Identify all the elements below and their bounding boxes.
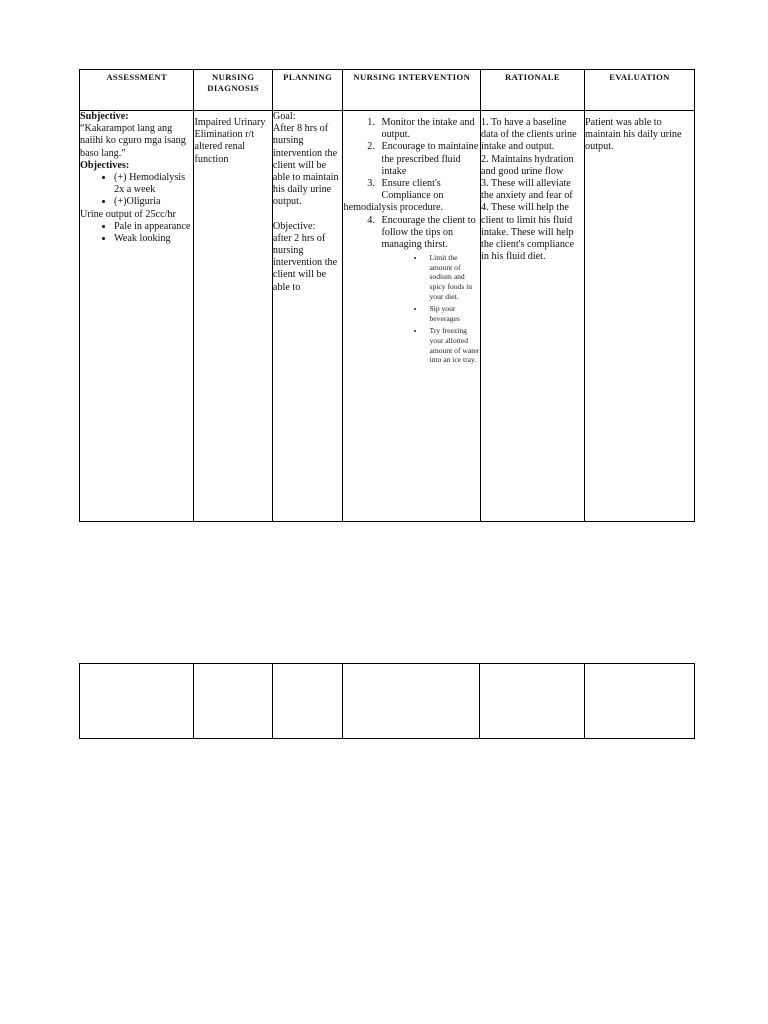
- intervention-cell: [343, 111, 481, 522]
- planning-cell: [272, 111, 343, 522]
- objective-list: [80, 172, 193, 209]
- list-item: [377, 215, 480, 365]
- assessment-cell: [80, 111, 194, 522]
- header-nursing-diagnosis: NURSING DIAGNOSIS: [194, 70, 272, 111]
- intervention-item-4: Encourage the client to follow the tips on managing thirst.: [381, 214, 476, 251]
- rationale-cell: [481, 111, 585, 522]
- empty-cell: [480, 664, 584, 739]
- thirst-tips-list: [381, 253, 480, 365]
- rationale-item: 3. These will alleviate the anxiety and fear of: [481, 178, 573, 202]
- intervention-continuation: hemodialysis procedure.: [343, 202, 444, 214]
- empty-cell: [194, 664, 272, 739]
- diagnosis-cell: [194, 111, 272, 522]
- goal-text: After 8 hrs of nursing intervention the client will be able to maintain his daily urine output.: [272, 123, 339, 208]
- empty-cell: [584, 664, 694, 739]
- evaluation-cell: [585, 111, 695, 522]
- list-item: • Try freezing your allotted amount of water into an ice tray.: [425, 326, 480, 364]
- appearance-list: [80, 221, 193, 245]
- list-item: • (+)Oliguria: [114, 196, 193, 208]
- intervention-list-continued: [343, 215, 480, 365]
- list-item: • Pale in appearance: [114, 221, 193, 233]
- subjective-label: Subjective:: [80, 111, 129, 122]
- objectives-label: Objectives:: [80, 159, 130, 171]
- rationale-item: 2. Maintains hydration and good urine flow: [481, 153, 574, 177]
- goal-label: Goal:: [272, 111, 296, 122]
- empty-cell: [343, 664, 480, 739]
- rationale-item: 1. To have a baseline data of the clients urine intake and output.: [481, 117, 577, 153]
- header-rationale: RATIONALE: [481, 70, 585, 111]
- intervention-list: [343, 117, 480, 202]
- empty-row: [80, 664, 695, 739]
- header-evaluation: EVALUATION: [585, 70, 695, 111]
- objective-label: Objective:: [272, 220, 316, 232]
- rationale-item: 4. These will help the client to limit his fluid intake. These will help the client's compliance in his fluid diet.: [481, 202, 574, 263]
- evaluation-text: Patient was able to maintain his daily urine output.: [585, 117, 682, 153]
- subjective-quote: “Kakarampot lang ang naiihi ko cguro mga isang baso lang.”: [80, 123, 186, 159]
- list-item: 3. Ensure client's Compliance on: [377, 178, 480, 202]
- nursing-care-plan-table: [79, 69, 695, 522]
- empty-cell: [80, 664, 194, 739]
- list-item: • Limit the amount of sodium and spicy foods in your diet.: [425, 253, 480, 301]
- header-row: [80, 70, 695, 111]
- list-item: • (+) Hemodialysis 2x a week: [114, 172, 193, 196]
- list-item: 2. Encourage to maintaine the prescribed fluid intake: [377, 141, 480, 178]
- urine-output-text: Urine output of 25cc/hr: [80, 208, 176, 220]
- empty-table: [79, 663, 695, 739]
- list-item: 1. Monitor the intake and output.: [377, 117, 480, 141]
- header-nursing-intervention: NURSING INTERVENTION: [343, 70, 481, 111]
- header-assessment: ASSESSMENT: [80, 70, 194, 111]
- content-row: [80, 111, 695, 522]
- list-item: • Sip your beverages: [425, 304, 480, 323]
- list-item: • Weak looking: [114, 233, 193, 245]
- empty-cell: [272, 664, 343, 739]
- diagnosis-text: Impaired Urinary Elimination r/t altered renal function: [194, 117, 266, 165]
- objective-text: after 2 hrs of nursing intervention the client will be able to: [272, 232, 338, 293]
- header-planning: PLANNING: [272, 70, 343, 111]
